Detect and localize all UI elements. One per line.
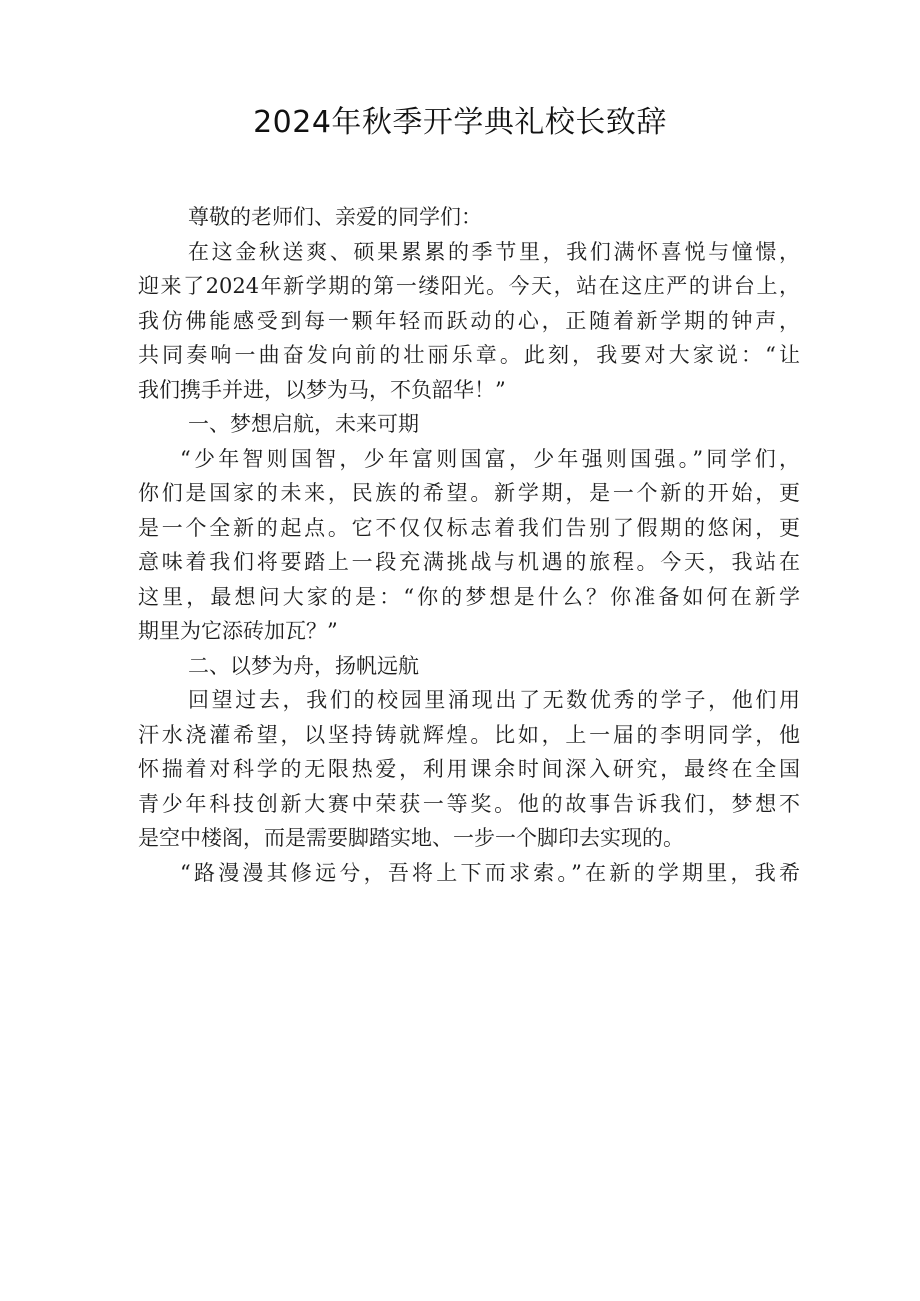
body-text-line: 迎来了2024年新学期的第一缕阳光。今天，站在这庄严的讲台上， (138, 274, 800, 298)
body-text-line: 你们是国家的未来，民族的希望。新学期，是一个新的开始，更 (138, 481, 800, 505)
body-text-line: 是一个全新的起点。它不仅仅标志着我们告别了假期的悠闲，更 (138, 515, 800, 540)
body-text-line: 二、以梦为舟，扬帆远航 (188, 653, 419, 678)
body-text-line: 青少年科技创新大赛中荣获一等奖。他的故事告诉我们，梦想不 (138, 791, 800, 816)
body-text-line: 共同奏响一曲奋发向前的壮丽乐章。此刻，我要对大家说：“让 (138, 343, 800, 367)
body-text-line: 怀揣着对科学的无限热爱，利用课余时间深入研究，最终在全国 (138, 757, 800, 781)
body-text-line: 在这金秋送爽、硕果累累的季节里，我们满怀喜悦与憧憬， (188, 239, 800, 264)
body-text-line: “少年智则国智，少年富则国富，少年强则国强。”同学们， (180, 446, 800, 471)
body-text-line: 这里，最想问大家的是：“你的梦想是什么？你准备如何在新学 (138, 584, 800, 609)
body-text-line: 我仿佛能感受到每一颗年轻而跃动的心，正随着新学期的钟声， (138, 308, 800, 333)
body-text-line: 是空中楼阁，而是需要脚踏实地、一步一个脚印去实现的。 (138, 826, 684, 850)
body-text-line: 意味着我们将要踏上一段充满挑战与机遇的旅程。今天，我站在 (138, 550, 800, 574)
body-text-line: 汗水浇灌希望，以坚持铸就辉煌。比如，上一届的李明同学，他 (138, 722, 800, 747)
body-text-line: 一、梦想启航，未来可期 (188, 412, 419, 436)
body-text-line: 尊敬的老师们、亲爱的同学们： (188, 205, 482, 229)
body-text-line: 期里为它添砖加瓦？” (138, 619, 338, 643)
body-text-line: “路漫漫其修远兮，吾将上下而求索。”在新的学期里，我希 (180, 860, 800, 885)
body-text-line: 回望过去，我们的校园里涌现出了无数优秀的学子，他们用 (188, 688, 800, 712)
body-text-line: 我们携手并进，以梦为马，不负韶华！” (138, 377, 506, 402)
page-title: 2024年秋季开学典礼校长致辞 (253, 105, 667, 140)
document-body (138, 200, 800, 890)
